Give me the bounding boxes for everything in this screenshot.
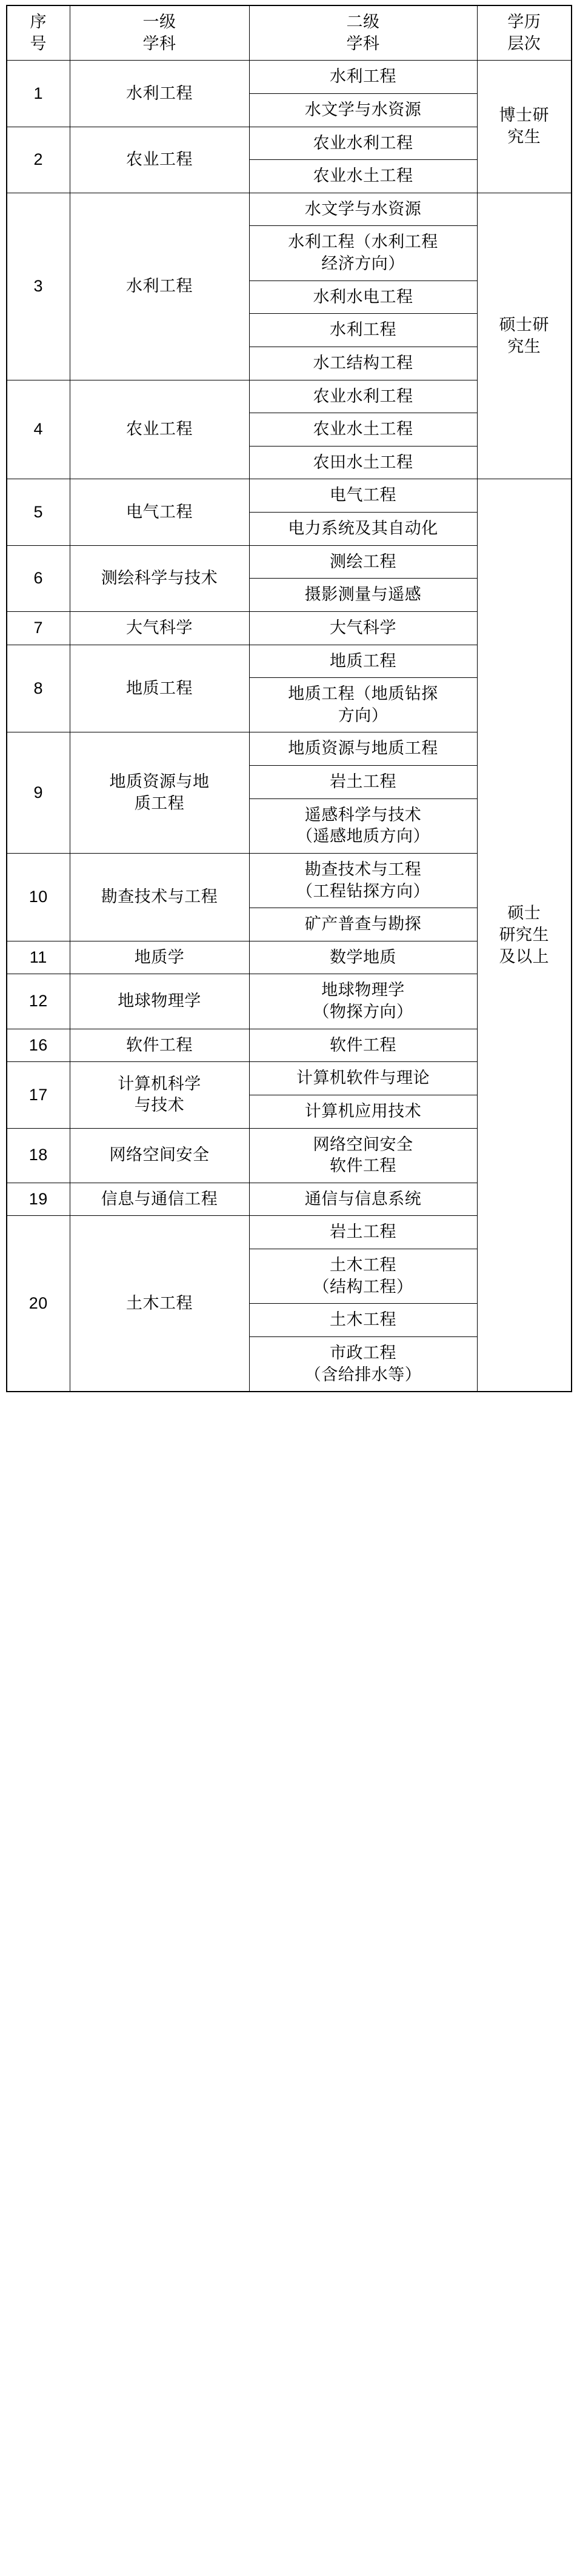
cell-second-discipline [249,579,477,612]
cell-second-discipline [249,281,477,314]
cell-second-discipline [249,513,477,546]
cell-line: 博士研 [499,106,549,125]
table-row [7,193,572,226]
cell-line: 水文学与水资源 [304,100,422,119]
table-body [7,5,572,1392]
cell-line: 摄影测量与遥感 [304,585,422,604]
cell-line: 网络空间安全 [313,1135,413,1154]
cell-serial-number [7,545,70,611]
cell-second-discipline [249,645,477,678]
cell-serial-number [7,1216,70,1392]
cell-line: 19 [28,1189,48,1208]
header-second-discipline [249,5,477,61]
table-header-row [7,5,572,61]
cell-second-discipline [249,766,477,799]
cell-line: 水利工程 [126,84,193,102]
cell-education-level [477,479,572,1392]
cell-line: 水利工程 [330,67,396,86]
cell-line: 质工程 [134,794,185,812]
cell-line: 8 [33,679,44,697]
header-first-discipline [70,5,249,61]
cell-line: 地质工程 [330,651,396,670]
cell-second-discipline [249,1216,477,1249]
cell-line: 地球物理学 [321,981,405,1000]
cell-line: 学科 [142,34,176,53]
cell-line: 11 [29,948,47,966]
cell-line: 计算机科学 [118,1074,201,1093]
cell-second-discipline [249,1062,477,1095]
cell-second-discipline [249,1249,477,1304]
table-row [7,61,572,94]
header-education-level [477,5,572,61]
cell-line: 5 [33,502,44,521]
cell-second-discipline [249,347,477,380]
cell-line: 大气科学 [330,618,396,637]
cell-line: 地球物理学 [118,992,201,1011]
cell-serial-number [7,853,70,941]
cell-second-discipline [249,1128,477,1183]
cell-second-discipline [249,413,477,446]
cell-line: 水利工程 [126,276,193,295]
cell-line: 土木工程 [330,1256,396,1274]
cell-first-discipline [70,645,249,732]
cell-line: 农业工程 [126,150,193,168]
cell-line: 软件工程 [330,1157,396,1175]
cell-education-level [477,193,572,479]
cell-line: 层次 [507,34,541,53]
cell-second-discipline [249,446,477,479]
cell-line: 勘查技术与工程 [101,888,218,906]
cell-first-discipline [70,1128,249,1183]
cell-line: 硕士 [507,904,541,923]
cell-line: 电气工程 [126,502,193,521]
cell-line: 17 [28,1085,48,1104]
cell-line: 岩土工程 [330,772,396,791]
cell-second-discipline [249,678,477,732]
cell-second-discipline [249,908,477,941]
cell-serial-number [7,380,70,479]
cell-second-discipline [249,974,477,1029]
cell-line: 与技术 [134,1096,185,1115]
cell-line: （结构工程） [313,1277,413,1296]
cell-second-discipline [249,160,477,193]
cell-line: 信息与通信工程 [101,1189,218,1208]
cell-line: 市政工程 [330,1343,396,1362]
cell-second-discipline [249,226,477,281]
cell-first-discipline [70,1062,249,1128]
cell-line: 农业水土工程 [313,167,413,185]
cell-line: 16 [28,1035,48,1054]
cell-line: 软件工程 [126,1035,193,1054]
cell-second-discipline [249,611,477,645]
cell-line: 农业工程 [126,420,193,439]
cell-first-discipline [70,941,249,974]
cell-line: 电力系统及其自动化 [288,519,438,537]
cell-line: 9 [33,783,44,802]
cell-second-discipline [249,314,477,347]
cell-first-discipline [70,380,249,479]
cell-line: 岩土工程 [330,1223,396,1241]
cell-line: 10 [28,888,48,906]
cell-line: 遥感科学与技术 [304,805,422,824]
cell-line: 测绘科学与技术 [101,568,218,587]
cell-line: 计算机软件与理论 [296,1069,430,1087]
cell-line: 3 [33,276,44,295]
cell-second-discipline [249,479,477,513]
cell-second-discipline [249,1183,477,1216]
cell-line: 地质学 [134,948,185,966]
cell-line: 勘查技术与工程 [304,860,422,878]
cell-line: 农田水土工程 [313,453,413,471]
cell-line: 学历 [507,13,541,31]
cell-line: 序 [30,13,47,31]
cell-serial-number [7,1062,70,1128]
cell-line: 大气科学 [126,618,193,637]
cell-second-discipline [249,732,477,766]
cell-first-discipline [70,732,249,854]
cell-line: 测绘工程 [330,552,396,571]
cell-line: 6 [33,568,44,587]
cell-line: 地质工程 [126,679,193,697]
cell-line: 土木工程 [330,1310,396,1329]
cell-line: 水工结构工程 [313,353,413,372]
cell-line: 经济方向） [321,254,405,273]
cell-serial-number [7,941,70,974]
cell-second-discipline [249,1095,477,1128]
cell-line: 水利水电工程 [313,287,413,306]
cell-serial-number [7,1029,70,1062]
cell-serial-number [7,611,70,645]
cell-line: 矿产普查与勘探 [304,915,422,934]
cell-serial-number [7,1183,70,1216]
cell-serial-number [7,61,70,127]
cell-line: 学科 [346,34,380,53]
cell-second-discipline [249,1304,477,1337]
cell-line: 及以上 [499,947,549,966]
cell-first-discipline [70,1183,249,1216]
cell-line: 地质工程（地质钻探 [288,685,438,703]
cell-second-discipline [249,193,477,226]
cell-serial-number [7,974,70,1029]
cell-line: 软件工程 [330,1035,396,1054]
cell-line: 究生 [507,128,541,146]
cell-line: 网络空间安全 [109,1146,210,1164]
cell-line: 1 [33,84,44,102]
cell-first-discipline [70,974,249,1029]
cell-second-discipline [249,380,477,413]
cell-line: 二级 [346,13,380,31]
cell-line: 农业水利工程 [313,387,413,405]
cell-serial-number [7,127,70,193]
cell-line: 7 [33,618,44,637]
cell-line: 12 [28,992,48,1011]
cell-first-discipline [70,611,249,645]
cell-line: （物探方向） [313,1003,413,1021]
cell-first-discipline [70,1029,249,1062]
cell-serial-number [7,479,70,545]
cell-second-discipline [249,941,477,974]
cell-line: 方向） [338,706,389,725]
cell-first-discipline [70,193,249,380]
cell-second-discipline [249,93,477,127]
cell-serial-number [7,732,70,854]
cell-second-discipline [249,1029,477,1062]
cell-education-level [477,61,572,193]
cell-line: （工程钻探方向） [296,881,430,900]
cell-line: 究生 [507,337,541,356]
cell-line: 农业水土工程 [313,420,413,439]
cell-line: 号 [30,34,47,53]
cell-line: 电气工程 [330,486,396,505]
cell-line: 地质资源与地 [109,772,210,791]
discipline-table [6,5,572,1392]
cell-line: 2 [33,150,44,168]
cell-line: 20 [28,1293,48,1312]
cell-line: 硕士研 [499,315,549,334]
cell-line: 研究生 [499,925,549,944]
cell-second-discipline [249,545,477,579]
cell-first-discipline [70,853,249,941]
cell-second-discipline [249,1336,477,1392]
cell-line: 水文学与水资源 [304,199,422,218]
cell-line: 土木工程 [126,1293,193,1312]
cell-line: 4 [33,420,44,439]
cell-line: 通信与信息系统 [304,1189,422,1208]
cell-first-discipline [70,479,249,545]
cell-first-discipline [70,61,249,127]
cell-line: 水利工程（水利工程 [288,233,438,251]
cell-serial-number [7,1128,70,1183]
cell-line: 一级 [142,13,176,31]
cell-line: 18 [28,1146,48,1164]
cell-line: 地质资源与地质工程 [288,739,438,758]
header-no [7,5,70,61]
cell-first-discipline [70,127,249,193]
cell-second-discipline [249,798,477,853]
table-row [7,479,572,513]
cell-line: 水利工程 [330,320,396,339]
cell-line: 农业水利工程 [313,133,413,152]
cell-line: 计算机应用技术 [304,1101,422,1120]
cell-second-discipline [249,61,477,94]
cell-serial-number [7,645,70,732]
cell-second-discipline [249,853,477,908]
cell-line: 数学地质 [330,948,396,966]
cell-line: （含给排水等） [304,1365,422,1384]
cell-first-discipline [70,545,249,611]
cell-line: （遥感地质方向） [296,827,430,846]
cell-first-discipline [70,1216,249,1392]
cell-second-discipline [249,127,477,160]
cell-serial-number [7,193,70,380]
